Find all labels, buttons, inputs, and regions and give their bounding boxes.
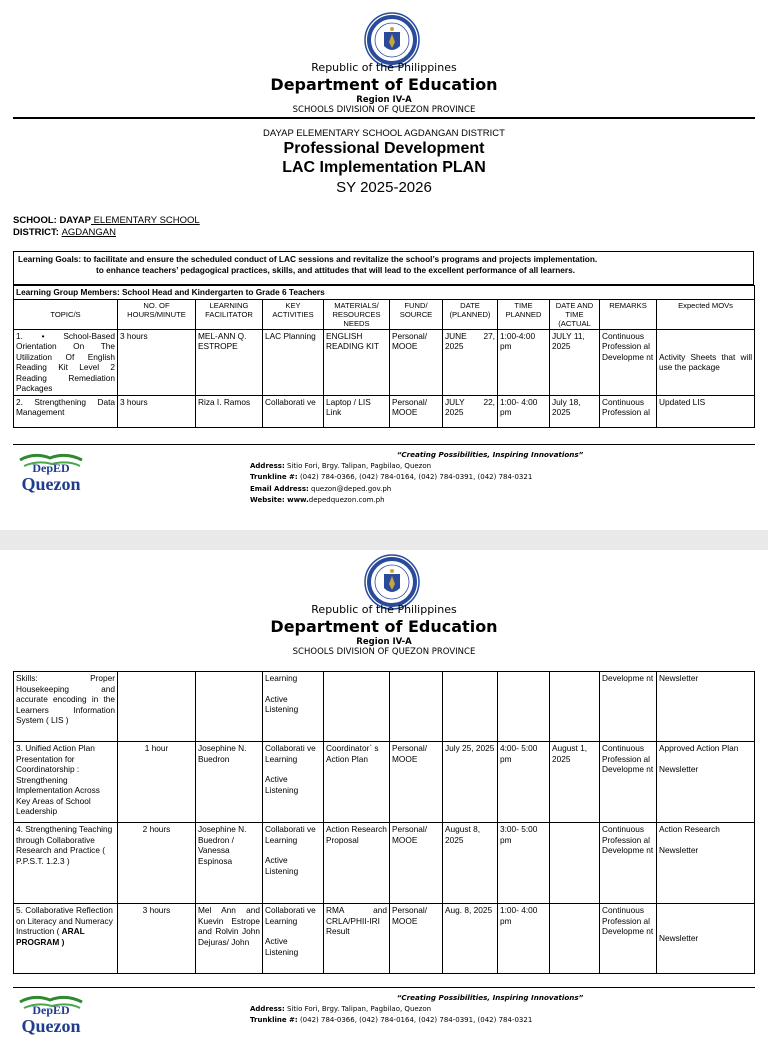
- republic-heading: Republic of the Philippines: [311, 61, 457, 74]
- logo-top-text: DepED: [32, 461, 70, 475]
- row2-remarks: Continuous Profession al: [600, 395, 657, 427]
- row5-hours: 3 hours: [118, 904, 196, 974]
- department-heading: Department of Education: [270, 617, 498, 636]
- republic-heading: Republic of the Philippines: [311, 603, 457, 616]
- group-members-row: [14, 286, 755, 300]
- footer-tagline: “Creating Possibilities, Inspiring Innovations”: [396, 993, 584, 1002]
- table-row: [14, 329, 755, 395]
- document-page-2: [0, 550, 768, 1036]
- row3-fund: Personal/ MOOE: [390, 742, 443, 823]
- row1-date: JUNE 27, 2025: [443, 329, 498, 395]
- row5-movs: Newsletter: [657, 904, 755, 974]
- row2-fund: Personal/ MOOE: [390, 395, 443, 427]
- table-row: [14, 395, 755, 427]
- footer-website: Website: www.depedquezon.com.ph: [250, 496, 385, 504]
- row2-cont-fund: [390, 672, 443, 742]
- row2-cont-topic: Skills: Proper Housekeeping and accurate encoding in the Learners Information System ( LIS ): [14, 672, 118, 742]
- row2-cont-activities: Learning Active Listening: [263, 672, 324, 742]
- learning-goals-box: [13, 251, 754, 285]
- row2-movs: Updated LIS: [657, 395, 755, 427]
- district-value: AGDANGAN: [61, 227, 116, 238]
- header-remarks: REMARKS: [600, 299, 657, 329]
- row4-movs: Action Research Newsletter: [657, 823, 755, 904]
- row3-topic: 3. Unified Action Plan Presentation for Coordinatorship : Strengthening Implementation Across Key Areas of School Leadership: [14, 742, 118, 823]
- row3-facilitator: Josephine N. Buedron: [196, 742, 263, 823]
- header-divider: [13, 117, 755, 119]
- footer-address: Address: Sitio Fori, Brgy. Talipan, Pagbilao, Quezon: [250, 1004, 432, 1013]
- row3-date: July 25, 2025: [443, 742, 498, 823]
- row5-remarks: Continuous Profession al Developme nt: [600, 904, 657, 974]
- logo-bottom-text: Quezon: [21, 1016, 81, 1036]
- row2-cont-time: [498, 672, 550, 742]
- row2-cont-date: [443, 672, 498, 742]
- page-gap: [0, 530, 768, 550]
- row2-cont-remarks: Developme nt: [600, 672, 657, 742]
- row2-actual: July 18, 2025: [550, 395, 600, 427]
- district-label: DISTRICT:: [13, 227, 62, 238]
- learning-goals-line2: to enhance teachers’ pedagogical practices, skills, and attitudes that will lead to the excellent performance of all learners.: [96, 265, 576, 275]
- document-title-line1: Professional Development: [283, 140, 485, 157]
- row4-actual: [550, 823, 600, 904]
- district-info: [13, 227, 116, 238]
- row4-fund: Personal/ MOOE: [390, 823, 443, 904]
- row5-activities: Collaborati ve Learning Active Listening: [263, 904, 324, 974]
- header-hours: NO. OF HOURS/MINUTE: [118, 299, 196, 329]
- row4-remarks: Continuous Profession al Developme nt: [600, 823, 657, 904]
- header-facilitator: LEARNING FACILITATOR: [196, 299, 263, 329]
- row4-materials: Action Research Proposal: [324, 823, 390, 904]
- header-fund: FUND/ SOURCE: [390, 299, 443, 329]
- row2-hours: 3 hours: [118, 395, 196, 427]
- row4-hours: 2 hours: [118, 823, 196, 904]
- row5-topic: 5. Collaborative Reflection on Literacy and Numeracy Instruction ( ARAL PROGRAM ): [14, 904, 118, 974]
- row1-materials: ENGLISH READING KIT: [324, 329, 390, 395]
- row4-time: 3:00- 5:00 pm: [498, 823, 550, 904]
- learning-goals-line1: Learning Goals: to facilitate and ensure the scheduled conduct of LAC sessions and revitalize the school’s programs and projects implementation.: [18, 254, 598, 264]
- deped-quezon-logo-icon: [14, 994, 88, 1038]
- group-members-cell: Learning Group Members: School Head and Kindergarten to Grade 6 Teachers: [14, 286, 755, 300]
- lac-plan-table-page1: [13, 285, 755, 428]
- row2-cont-materials: [324, 672, 390, 742]
- row3-movs: Approved Action Plan Newsletter: [657, 742, 755, 823]
- row2-cont-actual: [550, 672, 600, 742]
- row1-time: 1:00-4:00 pm: [498, 329, 550, 395]
- footer-divider: [13, 987, 755, 988]
- school-year: SY 2025-2026: [336, 179, 432, 196]
- table-row: [14, 904, 755, 974]
- header-time-planned: TIME PLANNED: [498, 299, 550, 329]
- deped-seal-icon: [364, 554, 420, 610]
- row1-activities: LAC Planning: [263, 329, 324, 395]
- row5-materials: RMA and CRLA/PHII-IRI Result: [324, 904, 390, 974]
- row2-cont-hours: [118, 672, 196, 742]
- document-title-line2: LAC Implementation PLAN: [282, 159, 486, 176]
- row5-time: 1:00- 4:00 pm: [498, 904, 550, 974]
- row5-fund: Personal/ MOOE: [390, 904, 443, 974]
- row3-hours: 1 hour: [118, 742, 196, 823]
- row2-topic: 2. Strengthening Data Management: [14, 395, 118, 427]
- header-topics: TOPIC/S: [14, 299, 118, 329]
- deped-quezon-logo-icon: [14, 452, 88, 496]
- row1-movs: Activity Sheets that will use the package: [657, 329, 755, 395]
- row5-actual: [550, 904, 600, 974]
- row5-facilitator: Mel Ann and Kuevin Estrope and Rolvin John Dejuras/ John: [196, 904, 263, 974]
- row2-activities: Collaborati ve: [263, 395, 324, 427]
- row3-remarks: Continuous Profession al Developme nt: [600, 742, 657, 823]
- school-label: SCHOOL: DAYAP: [13, 215, 91, 226]
- footer-contact: [250, 992, 730, 1027]
- row5-date: Aug. 8, 2025: [443, 904, 498, 974]
- footer-trunkline: Trunkline #: (042) 784-0366, (042) 784-0164, (042) 784-0391, (042) 784-0321: [250, 473, 533, 481]
- footer-tagline: “Creating Possibilities, Inspiring Innovations”: [396, 450, 584, 459]
- row3-materials: Coordinator` s Action Plan: [324, 742, 390, 823]
- lac-plan-table-page2: [13, 671, 755, 974]
- row2-facilitator: Riza I. Ramos: [196, 395, 263, 427]
- school-value: ELEMENTARY SCHOOL: [90, 215, 200, 226]
- footer-contact: [250, 449, 730, 507]
- table-header-row: [14, 299, 755, 329]
- deped-seal-icon: [364, 12, 420, 68]
- row1-actual: JULY 11, 2025: [550, 329, 600, 395]
- footer-divider: [13, 444, 755, 445]
- row4-topic: 4. Strengthening Teaching through Collaborative Research and Practice ( P.P.S.T. 1.2.3 ): [14, 823, 118, 904]
- row1-topic: 1. • School-Based Orientation On The Utilization Of English Reading Kit Level 2 Reading Remediation Packages: [14, 329, 118, 395]
- table-row: [14, 742, 755, 823]
- header-materials: MATERIALS/ RESOURCES NEEDS: [324, 299, 390, 329]
- row1-fund: Personal/ MOOE: [390, 329, 443, 395]
- row4-activities: Collaborati ve Learning Active Listening: [263, 823, 324, 904]
- table-row: [14, 823, 755, 904]
- region-heading: Region IV-A: [356, 637, 412, 647]
- logo-bottom-text: Quezon: [21, 474, 81, 494]
- department-heading: Department of Education: [270, 75, 498, 94]
- row4-date: August 8, 2025: [443, 823, 498, 904]
- region-heading: Region IV-A: [356, 95, 412, 105]
- footer-address: Address: Sitio Fori, Brgy. Talipan, Pagbilao, Quezon: [250, 461, 432, 470]
- header-key-activities: KEY ACTIVITIES: [263, 299, 324, 329]
- row1-hours: 3 hours: [118, 329, 196, 395]
- footer-trunkline: Trunkline #: (042) 784-0366, (042) 784-0164, (042) 784-0391, (042) 784-0321: [250, 1016, 533, 1024]
- school-info: [13, 215, 200, 226]
- table-row: [14, 672, 755, 742]
- header-date-actual: DATE AND TIME (ACTUAL: [550, 299, 600, 329]
- header-movs: Expected MOVs: [657, 299, 755, 329]
- row1-facilitator: MEL-ANN Q. ESTROPE: [196, 329, 263, 395]
- row2-cont-movs: Newsletter: [657, 672, 755, 742]
- division-heading: SCHOOLS DIVISION OF QUEZON PROVINCE: [292, 105, 476, 115]
- division-heading: SCHOOLS DIVISION OF QUEZON PROVINCE: [292, 647, 476, 657]
- row2-materials: Laptop / LIS Link: [324, 395, 390, 427]
- logo-top-text: DepED: [32, 1003, 70, 1017]
- row2-time: 1:00- 4:00 pm: [498, 395, 550, 427]
- footer-email: Email Address: quezon@deped.gov.ph: [250, 484, 392, 493]
- row4-facilitator: Josephine N. Buedron / Vanessa Espinosa: [196, 823, 263, 904]
- row3-actual: August 1, 2025: [550, 742, 600, 823]
- school-district-title: DAYAP ELEMENTARY SCHOOL AGDANGAN DISTRICT: [263, 128, 505, 139]
- row3-activities: Collaborati ve Learning Active Listening: [263, 742, 324, 823]
- row2-date: JULY 22, 2025: [443, 395, 498, 427]
- row2-cont-facilitator: [196, 672, 263, 742]
- row1-remarks: Continuous Profession al Developme nt: [600, 329, 657, 395]
- header-date-planned: DATE (PLANNED): [443, 299, 498, 329]
- row3-time: 4:00- 5:00 pm: [498, 742, 550, 823]
